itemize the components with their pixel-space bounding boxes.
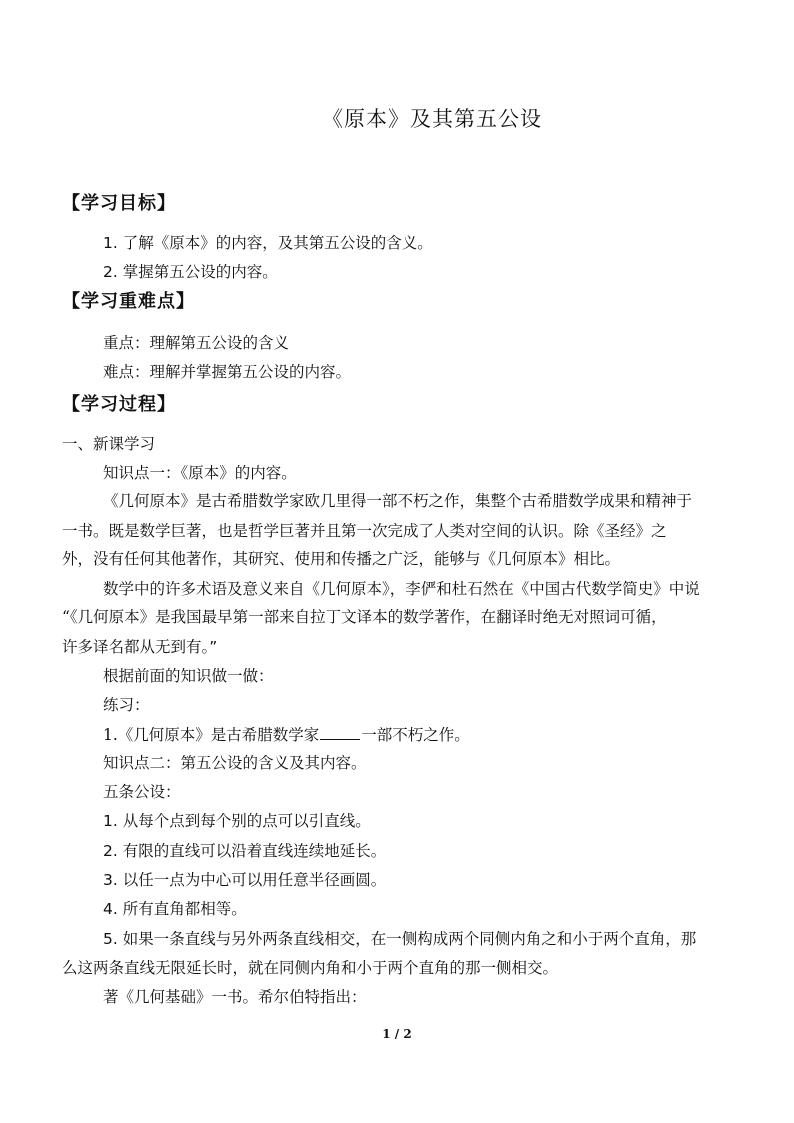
fill-in-blank[interactable]	[320, 724, 360, 740]
postulate-2: 2. 有限的直线可以沿着直线连续地延长。	[103, 842, 387, 860]
key-point-difficulty: 难点：理解并掌握第五公设的内容。	[103, 363, 352, 381]
paragraph-2-line-3: 许多译名都从无到有。”	[62, 638, 218, 656]
knowledge-point-1: 知识点一：《原本》的内容。	[103, 464, 297, 482]
paragraph-1-line-2: 一书。既是数学巨著，也是哲学巨著并且第一次完成了人类对空间的认识。除《圣经》之	[62, 522, 667, 540]
section-heading-process: 【学习过程】	[62, 394, 176, 415]
paragraph-1-line-3: 外，没有任何其他著作，其研究、使用和传播之广泛，能够与《几何原本》相比。	[62, 550, 621, 568]
practice-question-prefix: 1.《几何原本》是古希腊数学家	[103, 726, 320, 744]
section-heading-objectives: 【学习目标】	[62, 193, 176, 214]
subsection-title-new-lesson: 一、新课学习	[62, 435, 156, 453]
postulate-1: 1. 从每个点到每个别的点可以引直线。	[103, 812, 371, 830]
practice-intro: 根据前面的知识做一做：	[103, 667, 274, 685]
closing-line: 著《几何基础》一书。希尔伯特指出：	[103, 988, 367, 1006]
practice-label: 练习：	[103, 696, 150, 714]
practice-question	[103, 724, 470, 745]
postulate-3: 3. 以任一点为中心可以用任意半径画圆。	[103, 871, 387, 889]
postulate-4: 4. 所有直角都相等。	[103, 900, 247, 918]
paragraph-2-line-2: “《几何原本》是我国最早第一部来自拉丁文译本的数学著作，在翻译时绝无对照词可循，	[62, 608, 667, 626]
postulate-5-line-1: 5. 如果一条直线与另外两条直线相交，在一侧构成两个同侧内角之和小于两个直角，那	[103, 930, 697, 948]
key-point-focus: 重点：理解第五公设的含义	[103, 334, 290, 352]
objective-item-1: 1. 了解《原本》的内容，及其第五公设的含义。	[103, 234, 433, 252]
paragraph-2-line-1: 数学中的许多术语及意义来自《几何原本》，李俨和杜石然在《中国古代数学简史》中说	[103, 580, 700, 598]
postulates-label: 五条公设：	[103, 783, 181, 801]
practice-question-suffix: 一部不朽之作。	[361, 726, 470, 744]
postulate-5-line-2: 么这两条直线无限延长时，就在同侧内角和小于两个直角的那一侧相交。	[62, 959, 559, 977]
section-heading-key-points: 【学习重难点】	[62, 291, 195, 312]
document-title: 《原本》及其第五公设	[322, 107, 542, 131]
objective-item-2: 2. 掌握第五公设的内容。	[103, 263, 278, 281]
page-number: 1 / 2	[382, 1027, 412, 1041]
knowledge-point-2: 知识点二：第五公设的含义及其内容。	[103, 754, 367, 772]
paragraph-1-line-1: 《几何原本》是古希腊数学家欧几里得一部不朽之作，集整个古希腊数学成果和精神于	[103, 492, 693, 510]
